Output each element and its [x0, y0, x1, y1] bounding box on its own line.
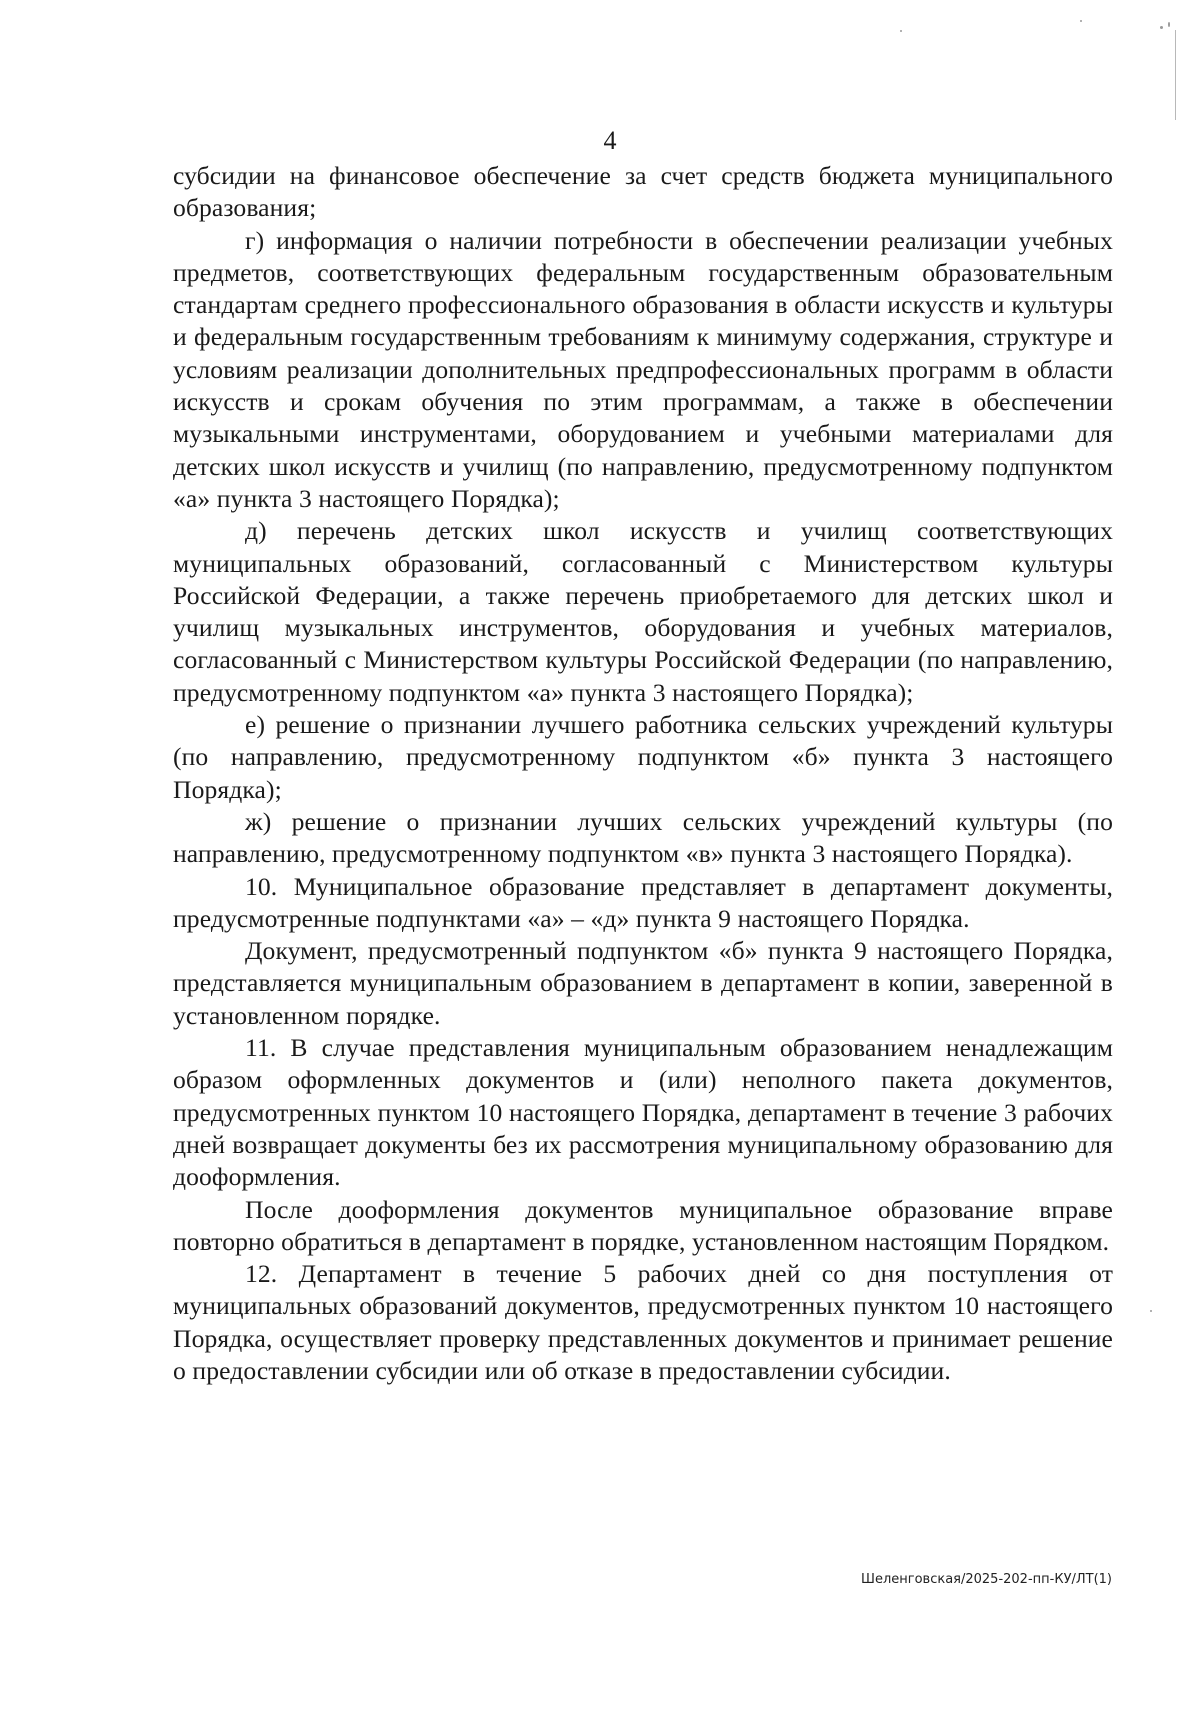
- scan-speck: [1168, 22, 1170, 27]
- document-body: [173, 160, 1113, 1387]
- document-reference-footer: Шеленговская/2025-202-пп-КУ/ЛТ(1): [861, 1572, 1112, 1587]
- paragraph-clause-11: 11. В случае представления муниципальным образованием ненадлежащим образом оформленных документов и (или) неполного пакета документов, предусмотренных пунктом 10 настоящего Порядка, департамент в течение 3 рабочих дней возвращает документы без их рассмотрения муниципальному образованию для дооформления.: [173, 1033, 1113, 1192]
- page-number: 4: [603, 126, 617, 155]
- scan-edge-line: [1175, 30, 1176, 120]
- paragraph-item-e: е) решение о признании лучшего работника сельских учреждений культуры (по направлению, предусмотренному подпунктом «б» пункта 3 настоящего Порядка);: [173, 710, 1113, 804]
- scan-speck: [900, 30, 902, 32]
- paragraph: субсидии на финансовое обеспечение за счет средств бюджета муниципального образования;: [173, 161, 1113, 223]
- scan-speck: [1150, 1310, 1152, 1312]
- paragraph-clause-10: 10. Муниципальное образование представляет в департамент документы, предусмотренные подпунктами «а» – «д» пункта 9 настоящего Порядка.: [173, 871, 1113, 933]
- paragraph-item-g: г) информация о наличии потребности в обеспечении реализации учебных предметов, соответствующих федеральным государственным образовательным стандартам среднего профессионального образования в области искусств и культуры и федеральным государственным требованиям к минимуму содержания, структуре и условиям реализации дополнительных предпрофессиональных программ в области искусств и срокам обучения по этим программам, а также в обеспечении музыкальными инструментами, оборудованием и учебными материалами для детских школ искусств и училищ (по направлению, предусмотренному подпунктом «а» пункта 3 настоящего Порядка);: [173, 225, 1113, 513]
- paragraph: После дооформления документов муниципальное образование вправе повторно обратиться в департамент в порядке, установленном настоящим Порядком.: [173, 1194, 1113, 1256]
- scan-speck: [1160, 26, 1163, 29]
- paragraph-item-d: д) перечень детских школ искусств и училищ соответствующих муниципальных образований, согласованный с Министерством культуры Российской Федерации, а также перечень приобретаемого для детских школ и училищ музыкальных инструментов, оборудования и учебных материалов, согласованный с Министерством культуры Российской Федерации (по направлению, предусмотренному подпунктом «а» пункта 3 настоящего Порядка);: [173, 516, 1113, 707]
- paragraph-clause-12: 12. Департамент в течение 5 рабочих дней со дня поступления от муниципальных образований документов, предусмотренных пунктом 10 настоящего Порядка, осуществляет проверку представленных документов и принимает решение о предоставлении субсидии или об отказе в предоставлении субсидии.: [173, 1259, 1113, 1385]
- scan-speck: [1080, 20, 1082, 22]
- paragraph-item-zh: ж) решение о признании лучших сельских учреждений культуры (по направлению, предусмотренному подпунктом «в» пункта 3 настоящего Порядка).: [173, 806, 1113, 869]
- paragraph: Документ, предусмотренный подпунктом «б» пункта 9 настоящего Порядка, представляется муниципальным образованием в департамент в копии, заверенной в установленном порядке.: [173, 936, 1113, 1030]
